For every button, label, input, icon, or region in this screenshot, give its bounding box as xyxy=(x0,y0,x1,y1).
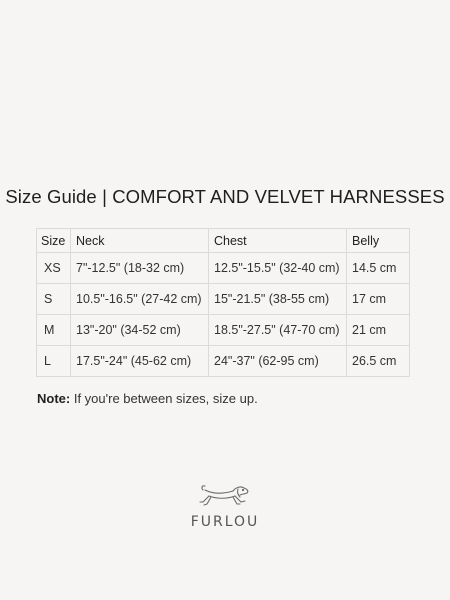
chest-cell: 18.5"-27.5" (47-70 cm) xyxy=(209,315,347,346)
table-row xyxy=(37,253,410,284)
table-header-row xyxy=(37,229,410,253)
size-cell: L xyxy=(37,346,71,377)
size-cell: M xyxy=(37,315,71,346)
size-cell: XS xyxy=(37,253,71,284)
belly-cell: 17 cm xyxy=(347,284,410,315)
belly-cell: 14.5 cm xyxy=(347,253,410,284)
table-row xyxy=(37,346,410,377)
column-header-belly: Belly xyxy=(347,229,410,253)
neck-cell: 17.5"-24" (45-62 cm) xyxy=(71,346,209,377)
size-table xyxy=(36,228,410,377)
note-label: Note: xyxy=(37,391,71,406)
column-header-chest: Chest xyxy=(209,229,347,253)
neck-cell: 13"-20" (34-52 cm) xyxy=(71,315,209,346)
size-cell: S xyxy=(37,284,71,315)
chest-cell: 15"-21.5" (38-55 cm) xyxy=(209,284,347,315)
page-title: Size Guide | COMFORT AND VELVET HARNESSES xyxy=(5,186,445,207)
belly-cell: 26.5 cm xyxy=(347,346,410,377)
chest-cell: 12.5"-15.5" (32-40 cm) xyxy=(209,253,347,284)
column-header-size: Size xyxy=(37,229,71,253)
sizing-note xyxy=(37,391,258,406)
belly-cell: 21 cm xyxy=(347,315,410,346)
neck-cell: 7"-12.5" (18-32 cm) xyxy=(71,253,209,284)
note-text: If you're between sizes, size up. xyxy=(73,391,258,406)
table-row xyxy=(37,284,410,315)
brand-name: FURLOU xyxy=(190,514,260,530)
chest-cell: 24"-37" (62-95 cm) xyxy=(209,346,347,377)
brand-logo xyxy=(0,482,450,530)
column-header-neck: Neck xyxy=(71,229,209,253)
table-row xyxy=(37,315,410,346)
dachshund-logo-icon xyxy=(197,482,253,512)
neck-cell: 10.5"-16.5" (27-42 cm) xyxy=(71,284,209,315)
